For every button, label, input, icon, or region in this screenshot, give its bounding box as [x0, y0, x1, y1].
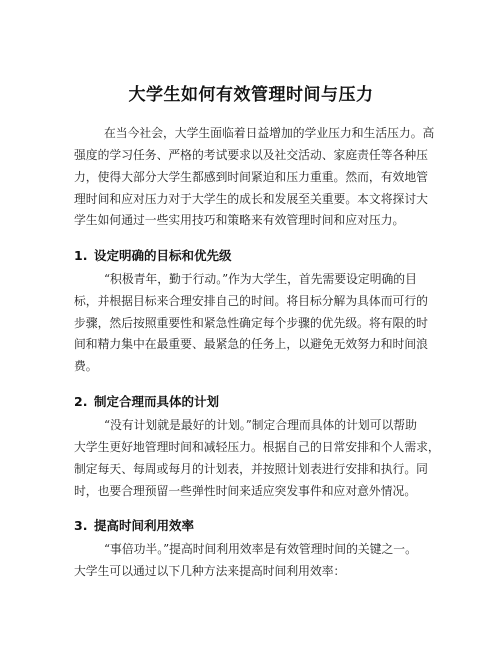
- intro-line-5: 学生如何通过一些实用技巧和策略来有效管理时间和应对压力。: [74, 213, 405, 227]
- section-1-line-5: 费。: [74, 359, 98, 373]
- section-1-line-1: “积极青年，勤于行动。”作为大学生，首先需要设定明确的目: [104, 272, 417, 286]
- intro-line-2: 强度的学习任务、严格的考试要求以及社交活动、家庭责任等各种压: [74, 148, 428, 162]
- section-1-line-4: 间和精力集中在最重要、最紧急的任务上，以避免无效努力和时间浪: [74, 337, 428, 351]
- intro-line-3: 力，使得大部分大学生都感到时间紧迫和压力重重。然而，有效地管: [74, 170, 428, 184]
- section-2-line-3: 制定每天、每周或每月的计划表，并按照计划表进行安排和执行。同: [74, 462, 428, 476]
- section-2-line-2: 大学生更好地管理时间和减轻压力。根据自己的日常安排和个人需求，: [74, 440, 440, 454]
- intro-line-4: 理时间和应对压力对于大学生的成长和发展至关重要。本文将探讨大: [74, 192, 428, 206]
- section-2-title: 制定合理而具体的计划: [94, 394, 220, 409]
- section-2-number: 2.: [74, 394, 88, 409]
- section-1-line-2: 标，并根据目标来合理安排自己的时间。将目标分解为具体而可行的: [74, 294, 428, 308]
- section-1-line-3: 步骤，然后按照重要性和紧急性确定每个步骤的优先级。将有限的时: [74, 316, 428, 330]
- section-3-heading: [74, 518, 194, 533]
- section-3-line-2: 大学生可以通过以下几种方法来提高时间利用效率：: [74, 564, 346, 578]
- document-title: 大学生如何有效管理时间与压力: [128, 85, 374, 105]
- section-3-line-1: “事倍功半。”提高时间利用效率是有效管理时间的关键之一。: [104, 542, 417, 556]
- section-1-title: 设定明确的目标和优先级: [94, 248, 232, 263]
- intro-line-1: 在当今社会，大学生面临着日益增加的学业压力和生活压力。高: [104, 126, 435, 140]
- section-2-heading: [74, 394, 219, 409]
- section-1-number: 1.: [74, 248, 88, 263]
- section-2-line-1: “没有计划就是最好的计划。”制定合理而具体的计划可以帮助: [104, 418, 417, 432]
- section-2-line-4: 时，也要合理预留一些弹性时间来适应突发事件和应对意外情况。: [74, 484, 417, 498]
- section-3-title: 提高时间利用效率: [94, 518, 195, 533]
- section-1-heading: [74, 248, 232, 263]
- section-3-number: 3.: [74, 518, 88, 533]
